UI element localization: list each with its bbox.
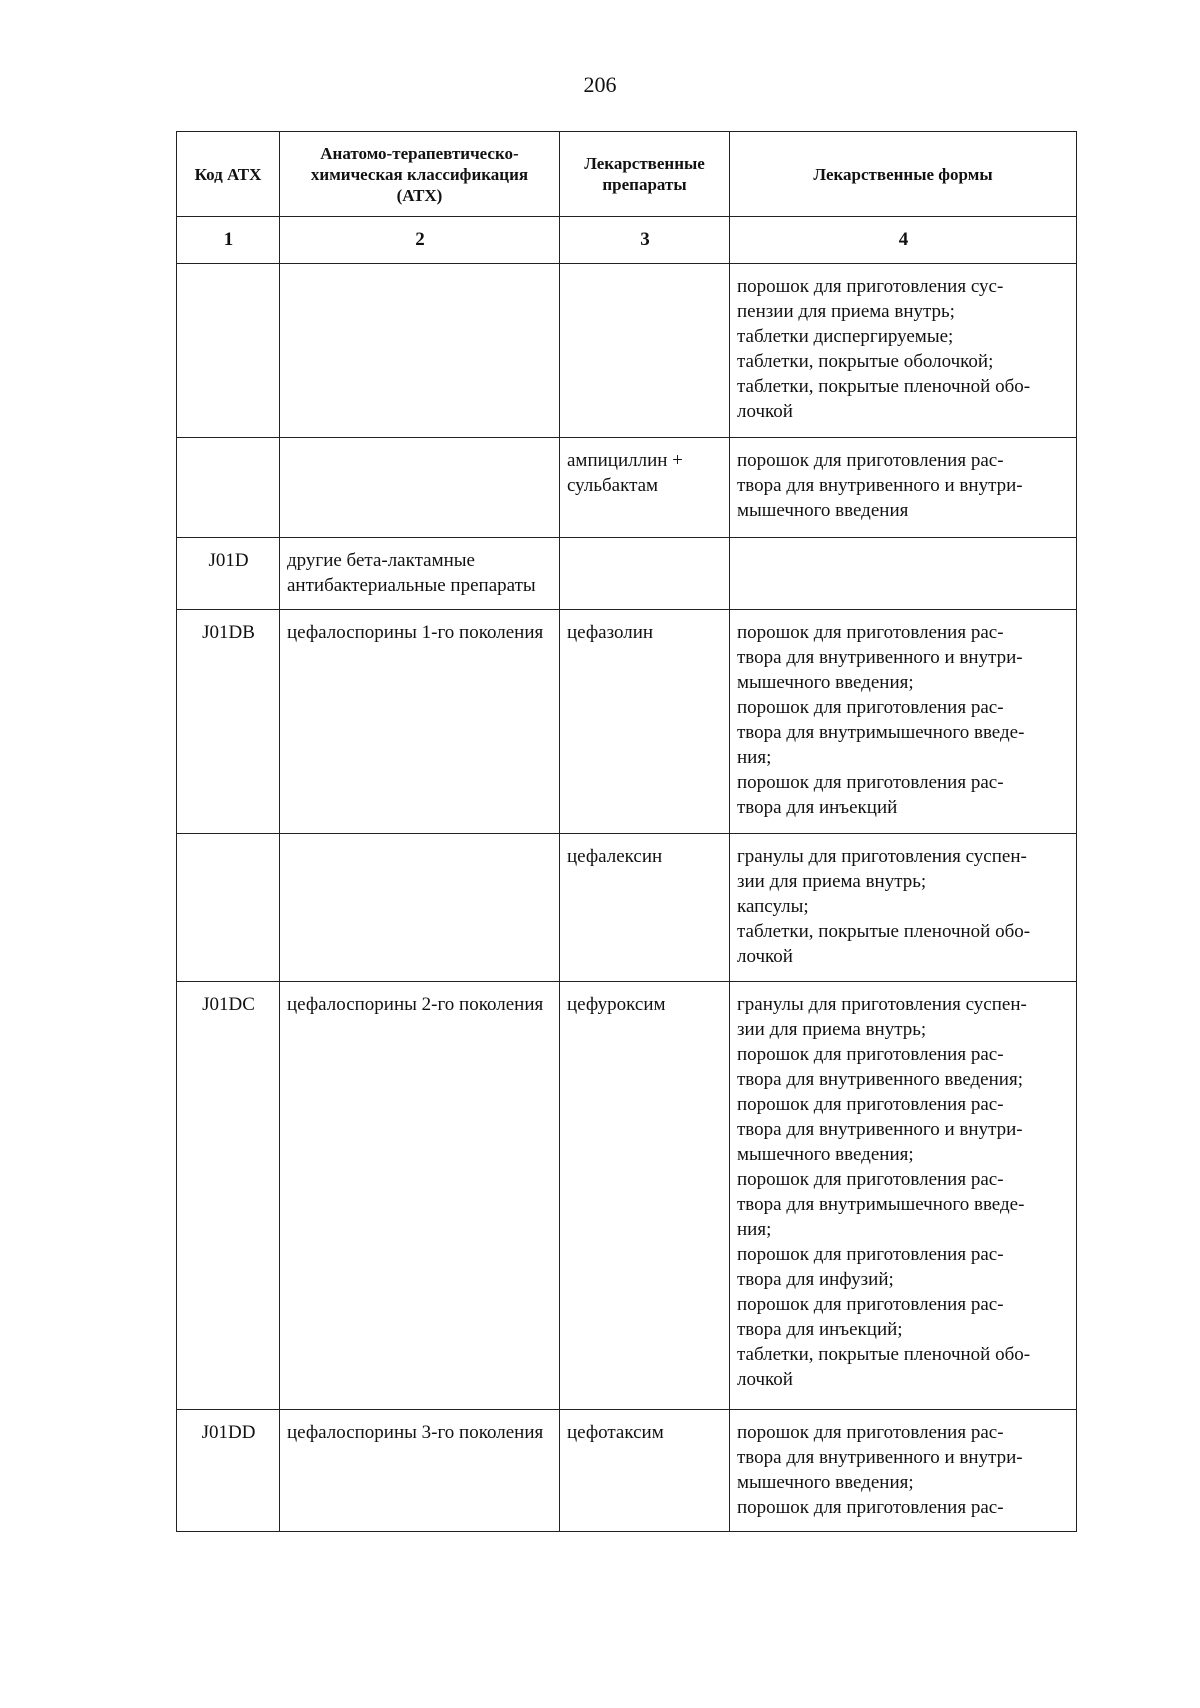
dosage-form-line: таблетки, покрытые пленочной обо-: [737, 376, 1031, 397]
dosage-form-line: ния;: [737, 747, 772, 768]
classification-cell: [280, 438, 560, 538]
header-row: [177, 132, 1077, 217]
dosage-form-line: порошок для приготовления рас-: [737, 1244, 1004, 1265]
dosage-form-line: порошок для приготовления рас-: [737, 1044, 1004, 1065]
dosage-form-line: порошок для приготовления рас-: [737, 772, 1004, 793]
dosage-form-line: лочкой: [737, 946, 793, 967]
column-number-4: 4: [730, 217, 1077, 264]
dosage-form-line: зии для приема внутрь;: [737, 1019, 927, 1040]
classification-cell: цефалоспорины 2-го поколения: [280, 982, 560, 1410]
dosage-form-line: лочкой: [737, 1369, 793, 1390]
table-row: [177, 834, 1077, 982]
drug-cell: [560, 538, 730, 610]
atx-table-container: [176, 131, 1076, 1532]
dosage-form-line: твора для внутримышечного введе-: [737, 722, 1025, 743]
dosage-form-line: твора для внутривенного и внутри-: [737, 647, 1023, 668]
atx-code-cell: J01D: [177, 538, 280, 610]
dosage-form-line: таблетки диспергируемые;: [737, 326, 954, 347]
dosage-forms-cell: [730, 982, 1077, 1410]
header-atx-code: Код АТХ: [177, 132, 280, 217]
table-body: [177, 264, 1077, 1532]
header-drugs: Лекарственные препараты: [560, 132, 730, 217]
dosage-form-line: гранулы для приготовления суспен-: [737, 846, 1027, 867]
dosage-forms-cell: [730, 1410, 1077, 1532]
header-dosage-forms: Лекарственные формы: [730, 132, 1077, 217]
dosage-form-line: порошок для приготовления рас-: [737, 1169, 1004, 1190]
dosage-form-line: порошок для приготовления рас-: [737, 622, 1004, 643]
classification-cell: другие бета-лактамные антибактериальные препараты: [280, 538, 560, 610]
drug-cell: цефотаксим: [560, 1410, 730, 1532]
dosage-form-line: ния;: [737, 1219, 772, 1240]
dosage-form-line: лочкой: [737, 401, 793, 422]
table-row: [177, 438, 1077, 538]
drug-cell: ампициллин + сульбактам: [560, 438, 730, 538]
column-number-row: [177, 217, 1077, 264]
dosage-form-line: гранулы для приготовления суспен-: [737, 994, 1027, 1015]
drug-cell: цефазолин: [560, 610, 730, 834]
table-row: [177, 538, 1077, 610]
atx-code-cell: J01DD: [177, 1410, 280, 1532]
dosage-form-line: порошок для приготовления рас-: [737, 450, 1004, 471]
dosage-form-line: порошок для приготовления рас-: [737, 697, 1004, 718]
atx-code-cell: [177, 264, 280, 438]
dosage-form-line: мышечного введения: [737, 500, 909, 521]
atx-code-cell: [177, 834, 280, 982]
dosage-form-line: твора для инъекций;: [737, 1319, 903, 1340]
drug-cell: цефалексин: [560, 834, 730, 982]
table-header: [177, 132, 1077, 264]
dosage-forms-cell: [730, 834, 1077, 982]
dosage-form-line: мышечного введения;: [737, 1472, 914, 1493]
drug-cell: цефуроксим: [560, 982, 730, 1410]
atx-code-cell: [177, 438, 280, 538]
dosage-form-line: таблетки, покрытые пленочной обо-: [737, 1344, 1031, 1365]
table-row: [177, 264, 1077, 438]
atx-code-cell: J01DC: [177, 982, 280, 1410]
table-row: [177, 982, 1077, 1410]
atx-table: [176, 131, 1077, 1532]
dosage-form-line: порошок для приготовления рас-: [737, 1094, 1004, 1115]
dosage-forms-cell: [730, 538, 1077, 610]
dosage-form-line: твора для внутривенного и внутри-: [737, 1119, 1023, 1140]
dosage-form-line: мышечного введения;: [737, 1144, 914, 1165]
dosage-form-line: твора для внутривенного и внутри-: [737, 1447, 1023, 1468]
classification-cell: [280, 834, 560, 982]
classification-cell: цефалоспорины 3-го поколения: [280, 1410, 560, 1532]
dosage-form-line: капсулы;: [737, 896, 809, 917]
dosage-form-line: порошок для приготовления сус-: [737, 276, 1004, 297]
drug-cell: [560, 264, 730, 438]
dosage-form-line: зии для приема внутрь;: [737, 871, 927, 892]
dosage-form-line: твора для инфузий;: [737, 1269, 894, 1290]
column-number-3: 3: [560, 217, 730, 264]
dosage-form-line: твора для внутривенного введения;: [737, 1069, 1023, 1090]
classification-cell: цефалоспорины 1-го поколения: [280, 610, 560, 834]
atx-code-cell: J01DB: [177, 610, 280, 834]
dosage-form-line: пензии для приема внутрь;: [737, 301, 955, 322]
dosage-form-line: твора для внутривенного и внутри-: [737, 475, 1023, 496]
dosage-forms-cell: [730, 610, 1077, 834]
table-row: [177, 610, 1077, 834]
dosage-form-line: таблетки, покрытые оболочкой;: [737, 351, 994, 372]
column-number-1: 1: [177, 217, 280, 264]
table-row: [177, 1410, 1077, 1532]
dosage-form-line: твора для внутримышечного введе-: [737, 1194, 1025, 1215]
column-number-2: 2: [280, 217, 560, 264]
page-number: 206: [583, 72, 617, 97]
dosage-form-line: таблетки, покрытые пленочной обо-: [737, 921, 1031, 942]
dosage-form-line: порошок для приготовления рас-: [737, 1497, 1004, 1518]
dosage-forms-cell: [730, 264, 1077, 438]
classification-cell: [280, 264, 560, 438]
dosage-form-line: мышечного введения;: [737, 672, 914, 693]
dosage-forms-cell: [730, 438, 1077, 538]
header-classification: Анатомо-терапевтическо-химическая классификация (АТХ): [280, 132, 560, 217]
dosage-form-line: порошок для приготовления рас-: [737, 1422, 1004, 1443]
dosage-form-line: порошок для приготовления рас-: [737, 1294, 1004, 1315]
dosage-form-line: твора для инъекций: [737, 797, 898, 818]
